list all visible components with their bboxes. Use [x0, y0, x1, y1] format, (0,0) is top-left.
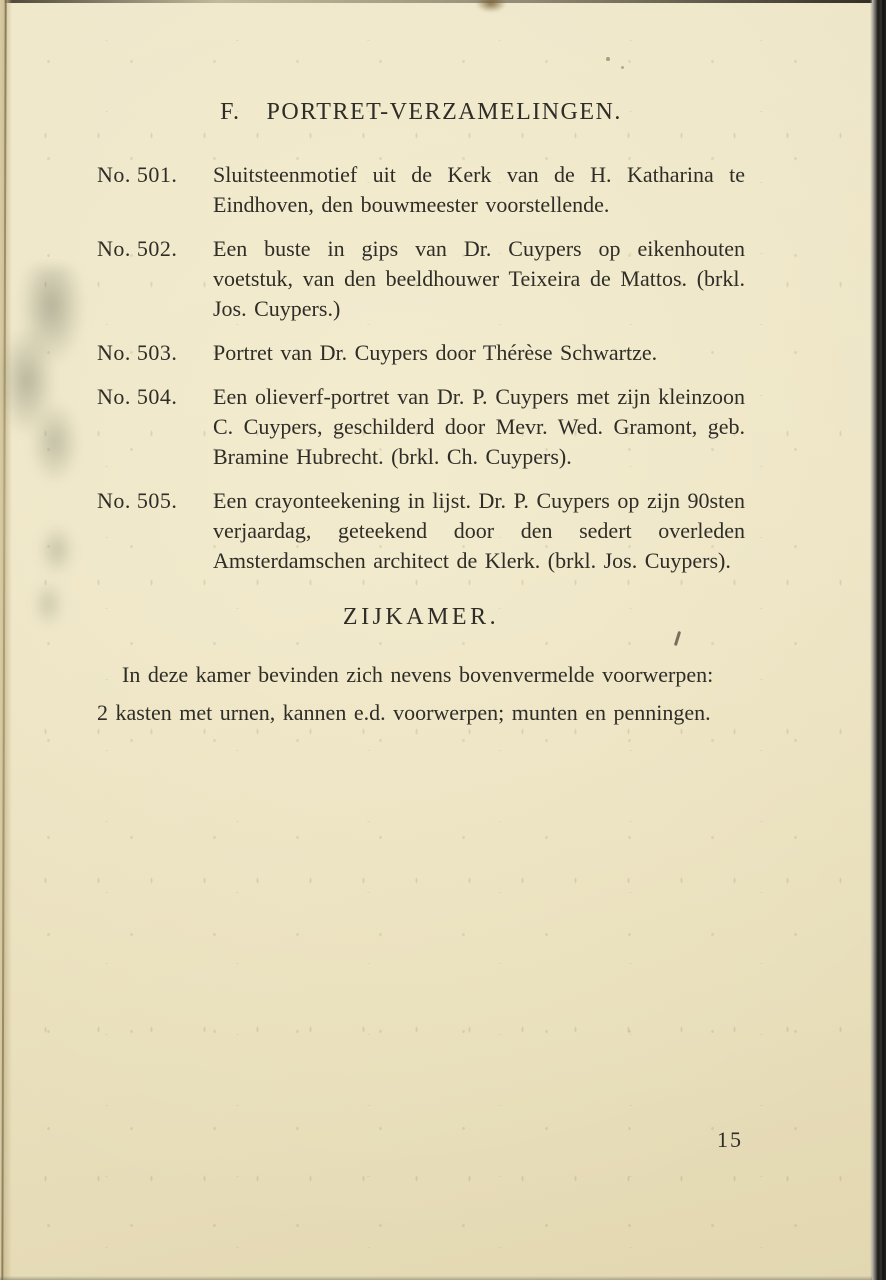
- catalog-entry: [97, 486, 745, 576]
- ink-smudge: [26, 520, 82, 640]
- entry-number: No. 502.: [97, 236, 178, 261]
- section-letter: F.: [220, 99, 241, 125]
- entry-description: Sluitsteenmotief uit de Kerk van de H. Katharina te Eindhoven, den bouwmeester voorstellende.: [213, 162, 745, 217]
- catalog-entries: [97, 160, 745, 576]
- scan-edge-right: [870, 0, 886, 1280]
- paragraph-intro: In deze kamer bevinden zich nevens bovenvermelde voorwerpen:: [122, 662, 714, 687]
- page-content: [97, 0, 745, 736]
- entry-number: No. 501.: [97, 162, 178, 187]
- subsection-title: ZIJKAMER.: [342, 604, 500, 630]
- entry-description: Een crayonteekening in lijst. Dr. P. Cuypers op zijn 90sten verjaardag, geteekend door den sedert overleden Amsterdamschen architect de Klerk. (brkl. Jos. Cuypers).: [213, 488, 745, 573]
- entry-description: Een olieverf-portret van Dr. P. Cuypers met zijn kleinzoon C. Cuypers, geschilderd door Mevr. Wed. Gramont, geb. Bramine Hubrecht. (brkl. Ch. Cuypers).: [213, 384, 745, 469]
- section-title-text: PORTRET-VERZAMELINGEN.: [266, 99, 622, 125]
- ink-smudge: [4, 266, 86, 486]
- entry-description: Een buste in gips van Dr. Cuypers op eikenhouten voetstuk, van den beeldhouwer Teixeira de Mattos. (brkl. Jos. Cuypers.): [213, 236, 745, 321]
- catalog-entry: [97, 234, 745, 324]
- catalog-entry: [97, 160, 745, 220]
- entry-description: Portret van Dr. Cuypers door Thérèse Schwartze.: [213, 340, 658, 365]
- paragraph-contents: 2 kasten met urnen, kannen e.d. voorwerpen; munten en penningen.: [97, 700, 711, 725]
- entry-number: No. 504.: [97, 384, 178, 409]
- catalog-entry: [97, 338, 745, 368]
- catalog-entry: [97, 382, 745, 472]
- section-title: [97, 97, 745, 127]
- page-number: 15: [717, 1127, 743, 1152]
- entry-number: No. 505.: [97, 488, 178, 513]
- page-edge-left: [0, 0, 12, 1280]
- scan-edge-bottom: [0, 1276, 872, 1280]
- entry-number: No. 503.: [97, 340, 178, 365]
